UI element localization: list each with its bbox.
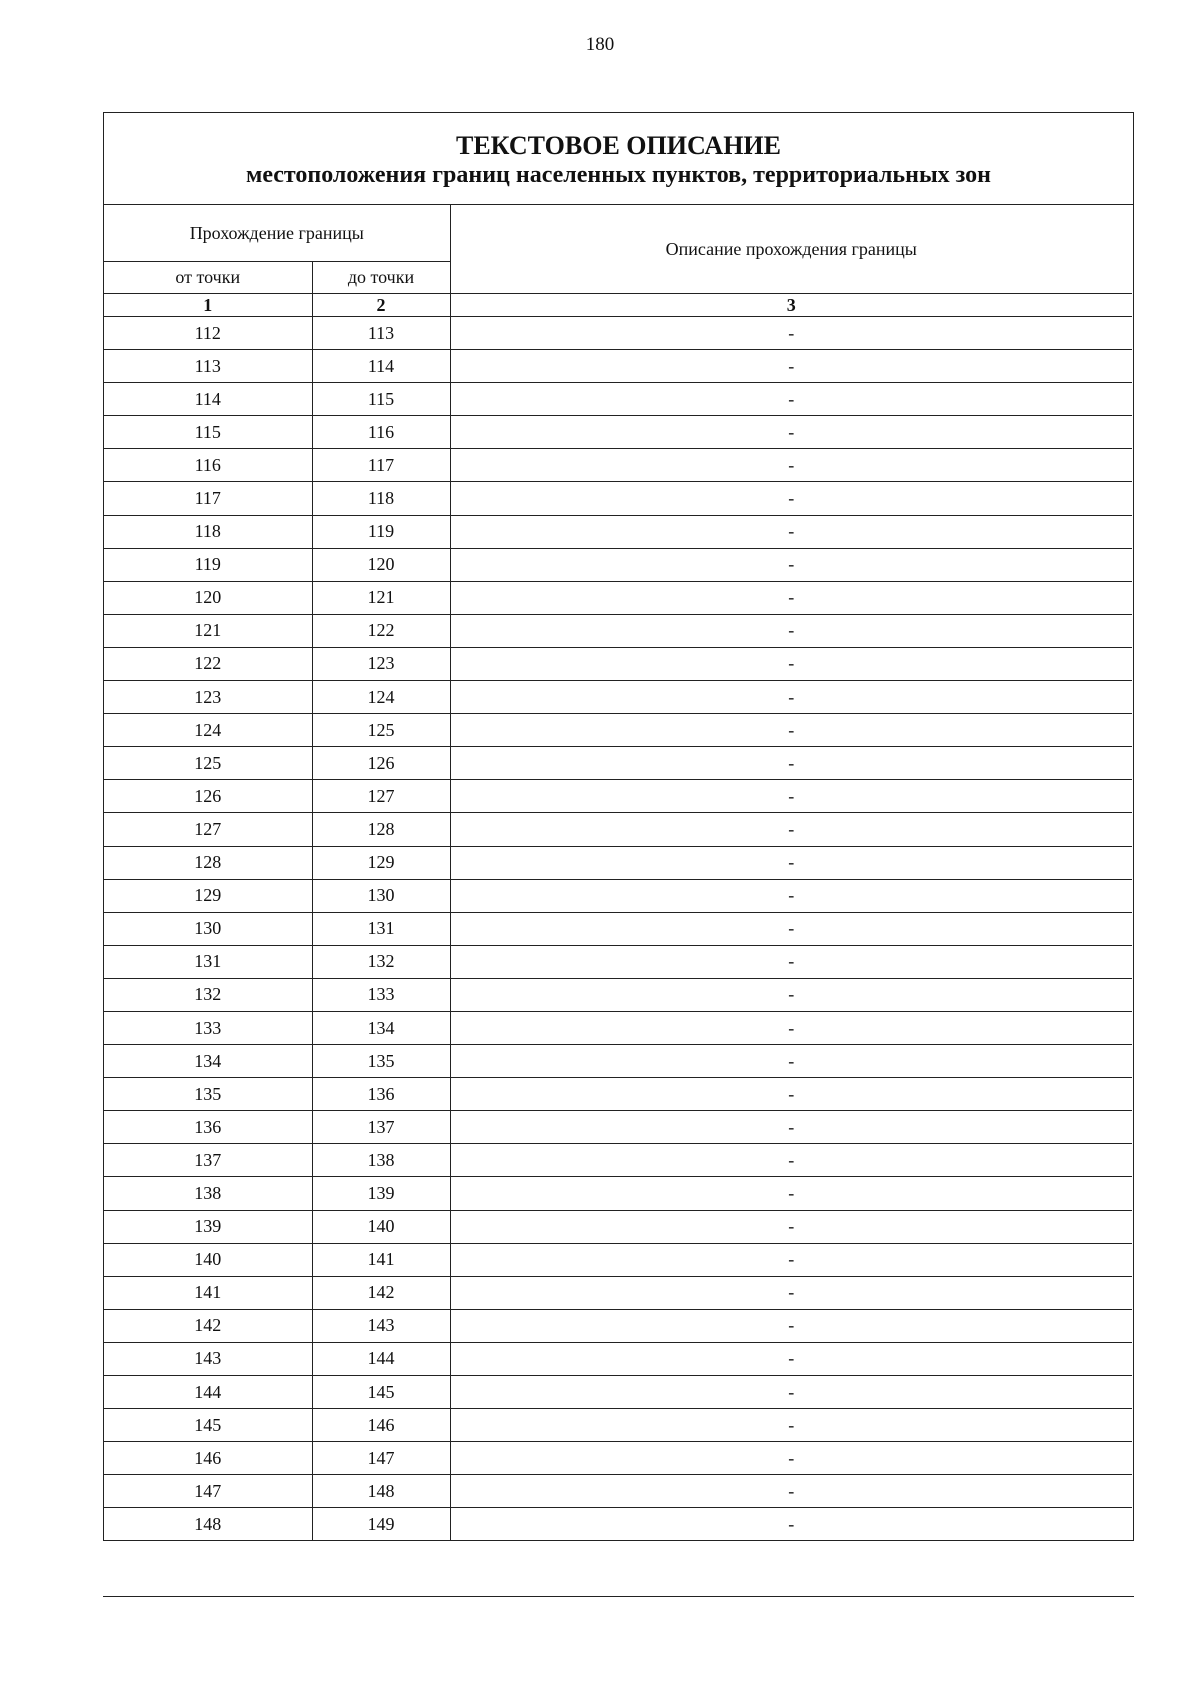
from-point-cell: 144 xyxy=(104,1376,312,1409)
table-row xyxy=(104,1508,1132,1541)
table-row xyxy=(104,647,1132,680)
table-row xyxy=(104,449,1132,482)
from-point-cell: 126 xyxy=(104,780,312,813)
to-point-cell: 125 xyxy=(312,714,450,747)
to-point-cell: 128 xyxy=(312,813,450,846)
to-point-cell: 131 xyxy=(312,912,450,945)
from-point-cell: 139 xyxy=(104,1210,312,1243)
table-row xyxy=(104,1376,1132,1409)
to-point-cell: 144 xyxy=(312,1342,450,1375)
description-cell: - xyxy=(450,581,1132,614)
to-point-cell: 120 xyxy=(312,548,450,581)
document-title: ТЕКСТОВОЕ ОПИСАНИЕ xyxy=(455,131,781,160)
table-row xyxy=(104,780,1132,813)
description-cell: - xyxy=(450,614,1132,647)
from-point-cell: 145 xyxy=(104,1409,312,1442)
page-number: 180 xyxy=(585,34,615,55)
description-cell: - xyxy=(450,1475,1132,1508)
to-point-cell: 124 xyxy=(312,681,450,714)
description-cell: - xyxy=(450,317,1132,350)
description-cell: - xyxy=(450,1011,1132,1044)
description-cell: - xyxy=(450,1243,1132,1276)
description-cell: - xyxy=(450,681,1132,714)
from-point-cell: 132 xyxy=(104,978,312,1011)
description-cell: - xyxy=(450,1376,1132,1409)
table-row xyxy=(104,945,1132,978)
from-point-cell: 133 xyxy=(104,1011,312,1044)
from-point-cell: 136 xyxy=(104,1111,312,1144)
table-row xyxy=(104,747,1132,780)
description-cell: - xyxy=(450,350,1132,383)
to-point-cell: 136 xyxy=(312,1078,450,1111)
table-row xyxy=(104,1409,1132,1442)
description-cell: - xyxy=(450,879,1132,912)
from-point-cell: 125 xyxy=(104,747,312,780)
description-cell: - xyxy=(450,1442,1132,1475)
description-cell: - xyxy=(450,449,1132,482)
table-row xyxy=(104,581,1132,614)
from-point-cell: 143 xyxy=(104,1342,312,1375)
header-description: Описание прохождения границы xyxy=(450,205,1132,294)
table-row xyxy=(104,317,1132,350)
table-body xyxy=(104,317,1132,1541)
table-row xyxy=(104,515,1132,548)
to-point-cell: 127 xyxy=(312,780,450,813)
to-point-cell: 135 xyxy=(312,1045,450,1078)
to-point-cell: 117 xyxy=(312,449,450,482)
table-row xyxy=(104,1276,1132,1309)
header-passage: Прохождение границы xyxy=(104,205,450,262)
to-point-cell: 113 xyxy=(312,317,450,350)
document-subtitle: местоположения границ населенных пунктов, территориальных зон xyxy=(245,162,992,188)
from-point-cell: 120 xyxy=(104,581,312,614)
table-row xyxy=(104,1045,1132,1078)
from-point-cell: 122 xyxy=(104,647,312,680)
to-point-cell: 114 xyxy=(312,350,450,383)
description-cell: - xyxy=(450,945,1132,978)
boundary-description-document xyxy=(103,112,1134,1541)
table-row xyxy=(104,614,1132,647)
description-cell: - xyxy=(450,912,1132,945)
to-point-cell: 143 xyxy=(312,1309,450,1342)
from-point-cell: 114 xyxy=(104,383,312,416)
boundary-table xyxy=(104,205,1132,1540)
to-point-cell: 141 xyxy=(312,1243,450,1276)
from-point-cell: 115 xyxy=(104,416,312,449)
to-point-cell: 118 xyxy=(312,482,450,515)
to-point-cell: 139 xyxy=(312,1177,450,1210)
table-row xyxy=(104,1011,1132,1044)
from-point-cell: 130 xyxy=(104,912,312,945)
to-point-cell: 148 xyxy=(312,1475,450,1508)
description-cell: - xyxy=(450,1210,1132,1243)
description-cell: - xyxy=(450,1309,1132,1342)
description-cell: - xyxy=(450,1508,1132,1541)
to-point-cell: 145 xyxy=(312,1376,450,1409)
table-row xyxy=(104,714,1132,747)
from-point-cell: 116 xyxy=(104,449,312,482)
to-point-cell: 123 xyxy=(312,647,450,680)
header-col-number-1: 1 xyxy=(104,294,312,317)
from-point-cell: 146 xyxy=(104,1442,312,1475)
description-cell: - xyxy=(450,780,1132,813)
from-point-cell: 123 xyxy=(104,681,312,714)
from-point-cell: 140 xyxy=(104,1243,312,1276)
from-point-cell: 137 xyxy=(104,1144,312,1177)
to-point-cell: 147 xyxy=(312,1442,450,1475)
from-point-cell: 121 xyxy=(104,614,312,647)
to-point-cell: 142 xyxy=(312,1276,450,1309)
description-cell: - xyxy=(450,1111,1132,1144)
table-row xyxy=(104,383,1132,416)
table-row xyxy=(104,482,1132,515)
to-point-cell: 116 xyxy=(312,416,450,449)
description-cell: - xyxy=(450,482,1132,515)
from-point-cell: 112 xyxy=(104,317,312,350)
to-point-cell: 138 xyxy=(312,1144,450,1177)
header-col-number-2: 2 xyxy=(312,294,450,317)
to-point-cell: 130 xyxy=(312,879,450,912)
to-point-cell: 126 xyxy=(312,747,450,780)
from-point-cell: 129 xyxy=(104,879,312,912)
to-point-cell: 121 xyxy=(312,581,450,614)
description-cell: - xyxy=(450,813,1132,846)
from-point-cell: 148 xyxy=(104,1508,312,1541)
to-point-cell: 115 xyxy=(312,383,450,416)
table-row xyxy=(104,1210,1132,1243)
to-point-cell: 133 xyxy=(312,978,450,1011)
from-point-cell: 135 xyxy=(104,1078,312,1111)
table-row xyxy=(104,1144,1132,1177)
description-cell: - xyxy=(450,1342,1132,1375)
description-cell: - xyxy=(450,978,1132,1011)
from-point-cell: 138 xyxy=(104,1177,312,1210)
to-point-cell: 132 xyxy=(312,945,450,978)
description-cell: - xyxy=(450,1177,1132,1210)
description-cell: - xyxy=(450,383,1132,416)
table-row xyxy=(104,1111,1132,1144)
table-row xyxy=(104,912,1132,945)
description-cell: - xyxy=(450,1078,1132,1111)
from-point-cell: 128 xyxy=(104,846,312,879)
table-row xyxy=(104,1078,1132,1111)
table-row xyxy=(104,681,1132,714)
to-point-cell: 149 xyxy=(312,1508,450,1541)
bottom-rule xyxy=(103,1596,1134,1597)
table-row xyxy=(104,1442,1132,1475)
to-point-cell: 129 xyxy=(312,846,450,879)
to-point-cell: 134 xyxy=(312,1011,450,1044)
table-row xyxy=(104,1243,1132,1276)
to-point-cell: 146 xyxy=(312,1409,450,1442)
table-row xyxy=(104,879,1132,912)
table-row xyxy=(104,1309,1132,1342)
table-row xyxy=(104,416,1132,449)
header-col-number-3: 3 xyxy=(450,294,1132,317)
description-cell: - xyxy=(450,714,1132,747)
description-cell: - xyxy=(450,647,1132,680)
title-block xyxy=(104,113,1133,205)
description-cell: - xyxy=(450,548,1132,581)
description-cell: - xyxy=(450,515,1132,548)
header-from-point: от точки xyxy=(104,262,312,294)
from-point-cell: 142 xyxy=(104,1309,312,1342)
description-cell: - xyxy=(450,1409,1132,1442)
from-point-cell: 118 xyxy=(104,515,312,548)
table-row xyxy=(104,813,1132,846)
from-point-cell: 147 xyxy=(104,1475,312,1508)
to-point-cell: 140 xyxy=(312,1210,450,1243)
from-point-cell: 131 xyxy=(104,945,312,978)
table-row xyxy=(104,1475,1132,1508)
header-to-point: до точки xyxy=(312,262,450,294)
from-point-cell: 113 xyxy=(104,350,312,383)
table-row xyxy=(104,1177,1132,1210)
from-point-cell: 141 xyxy=(104,1276,312,1309)
table-row xyxy=(104,1342,1132,1375)
table-row xyxy=(104,350,1132,383)
to-point-cell: 137 xyxy=(312,1111,450,1144)
description-cell: - xyxy=(450,1144,1132,1177)
from-point-cell: 124 xyxy=(104,714,312,747)
description-cell: - xyxy=(450,846,1132,879)
description-cell: - xyxy=(450,747,1132,780)
description-cell: - xyxy=(450,1276,1132,1309)
from-point-cell: 117 xyxy=(104,482,312,515)
table-row xyxy=(104,978,1132,1011)
to-point-cell: 122 xyxy=(312,614,450,647)
from-point-cell: 119 xyxy=(104,548,312,581)
description-cell: - xyxy=(450,1045,1132,1078)
from-point-cell: 127 xyxy=(104,813,312,846)
from-point-cell: 134 xyxy=(104,1045,312,1078)
table-row xyxy=(104,548,1132,581)
table-row xyxy=(104,846,1132,879)
to-point-cell: 119 xyxy=(312,515,450,548)
description-cell: - xyxy=(450,416,1132,449)
